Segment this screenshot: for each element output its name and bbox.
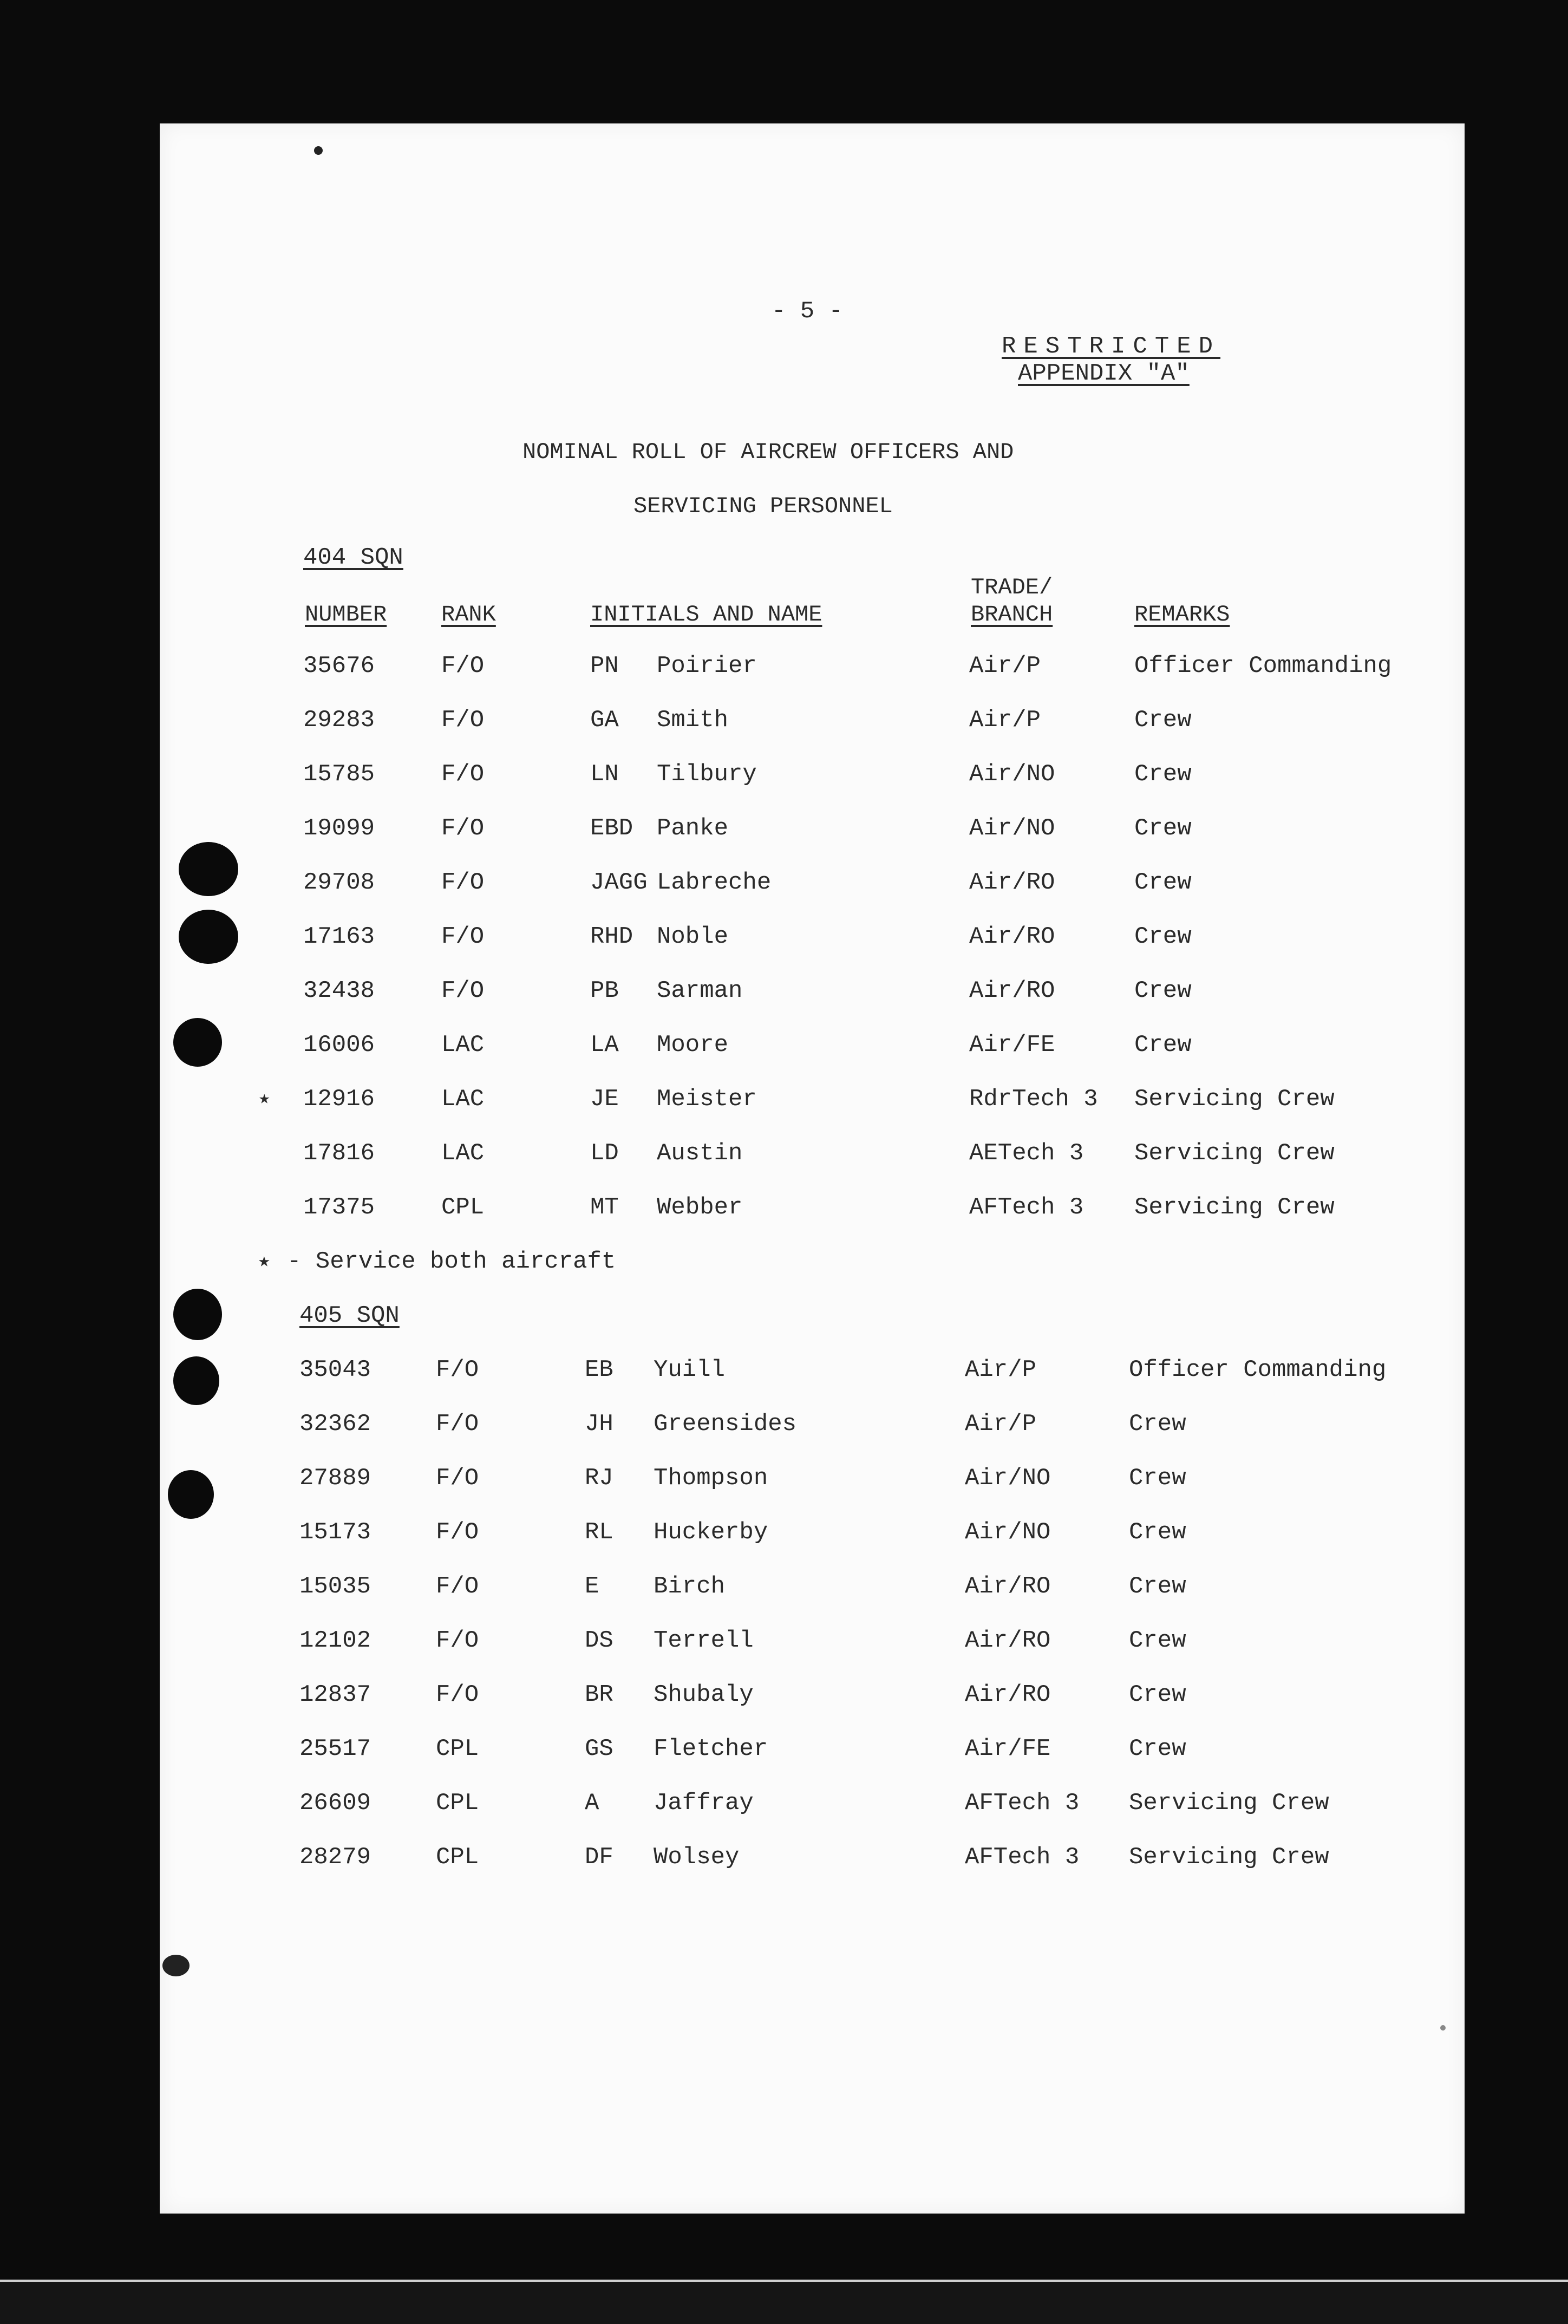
column-header-rank: RANK — [441, 602, 496, 628]
trade-branch-cell: Air/P — [965, 1356, 1037, 1383]
table-row — [0, 761, 1568, 793]
service-number: 15785 — [303, 761, 375, 788]
name-cell: Jaffray — [654, 1790, 754, 1817]
remarks-cell: Officer Commanding — [1134, 652, 1392, 680]
service-number: 15035 — [299, 1573, 371, 1600]
rank-cell: F/O — [436, 1573, 479, 1600]
rank-cell: F/O — [441, 707, 485, 734]
footnote-star: ★ — [258, 1250, 270, 1272]
initials-cell: DF — [585, 1844, 613, 1871]
rank-cell: F/O — [436, 1356, 479, 1383]
initials-cell: RJ — [585, 1465, 613, 1492]
initials-cell: BR — [585, 1681, 613, 1708]
name-cell: Noble — [657, 923, 729, 950]
rank-cell: CPL — [436, 1844, 479, 1871]
name-cell: Sarman — [657, 977, 743, 1004]
rank-cell: LAC — [441, 1140, 485, 1167]
trade-branch-cell: RdrTech 3 — [969, 1086, 1098, 1113]
remarks-cell: Servicing Crew — [1129, 1790, 1329, 1817]
initials-cell: LA — [590, 1032, 619, 1059]
rank-cell: LAC — [441, 1086, 485, 1113]
service-number: 29708 — [303, 869, 375, 896]
initials-cell: JH — [585, 1411, 613, 1438]
trade-branch-cell: AFTech 3 — [965, 1790, 1080, 1817]
service-number: 35676 — [303, 652, 375, 680]
rank-cell: F/O — [436, 1627, 479, 1654]
table-row — [0, 1627, 1568, 1660]
table-row — [0, 1032, 1568, 1064]
remarks-cell: Crew — [1134, 1032, 1192, 1059]
table-row — [0, 1790, 1568, 1822]
name-cell: Poirier — [657, 652, 757, 680]
table-row — [0, 977, 1568, 1010]
name-cell: Fletcher — [654, 1735, 768, 1762]
column-header-remarks: REMARKS — [1134, 602, 1230, 628]
initials-cell: RL — [585, 1519, 613, 1546]
initials-cell: EBD — [590, 815, 633, 842]
ink-speck — [314, 146, 323, 155]
remarks-cell: Crew — [1134, 707, 1192, 734]
service-number: 17375 — [303, 1194, 375, 1221]
initials-cell: DS — [585, 1627, 613, 1654]
initials-cell: JAGG — [590, 869, 648, 896]
initials-cell: PB — [590, 977, 619, 1004]
table-row — [0, 1681, 1568, 1714]
name-cell: Huckerby — [654, 1519, 768, 1546]
initials-cell: GA — [590, 707, 619, 734]
trade-branch-cell: Air/NO — [969, 761, 1055, 788]
rank-cell: CPL — [441, 1194, 485, 1221]
name-cell: Yuill — [654, 1356, 726, 1383]
rank-cell: LAC — [441, 1032, 485, 1059]
trade-branch-cell: Air/RO — [969, 869, 1055, 896]
initials-cell: RHD — [590, 923, 633, 950]
ink-speck — [1440, 2025, 1446, 2031]
rank-cell: F/O — [436, 1519, 479, 1546]
table-row — [0, 923, 1568, 956]
initials-cell: LD — [590, 1140, 619, 1167]
name-cell: Wolsey — [654, 1844, 740, 1871]
initials-cell: E — [585, 1573, 599, 1600]
footnote-text: - Service both aircraft — [287, 1248, 616, 1275]
rank-cell: F/O — [436, 1681, 479, 1708]
service-number: 17163 — [303, 923, 375, 950]
remarks-cell: Servicing Crew — [1134, 1194, 1335, 1221]
trade-branch-cell: Air/P — [965, 1411, 1037, 1438]
punch-hole — [173, 1289, 222, 1340]
table-row — [0, 1140, 1568, 1172]
trade-branch-cell: Air/NO — [965, 1519, 1051, 1546]
name-cell: Meister — [657, 1086, 757, 1113]
name-cell: Smith — [657, 707, 729, 734]
table-row — [0, 1086, 1568, 1118]
table-row — [0, 815, 1568, 847]
trade-branch-cell: Air/FE — [965, 1735, 1051, 1762]
initials-cell: LN — [590, 761, 619, 788]
initials-cell: EB — [585, 1356, 613, 1383]
initials-cell: MT — [590, 1194, 619, 1221]
table-row — [0, 1519, 1568, 1551]
remarks-cell: Servicing Crew — [1129, 1844, 1329, 1871]
remarks-cell: Crew — [1134, 923, 1192, 950]
service-number: 19099 — [303, 815, 375, 842]
service-number: 26609 — [299, 1790, 371, 1817]
table-row — [0, 1465, 1568, 1497]
name-cell: Birch — [654, 1573, 726, 1600]
trade-branch-cell: Air/RO — [965, 1681, 1051, 1708]
service-number: 15173 — [299, 1519, 371, 1546]
page-number: - 5 - — [772, 298, 844, 325]
rank-cell: F/O — [436, 1465, 479, 1492]
column-header-trade-bottom: BRANCH — [971, 602, 1053, 628]
service-number: 35043 — [299, 1356, 371, 1383]
name-cell: Greensides — [654, 1411, 797, 1438]
name-cell: Shubaly — [654, 1681, 754, 1708]
remarks-cell: Crew — [1129, 1465, 1186, 1492]
table-row — [0, 1411, 1568, 1443]
remarks-cell: Crew — [1134, 815, 1192, 842]
service-number: 28279 — [299, 1844, 371, 1871]
trade-branch-cell: Air/RO — [969, 977, 1055, 1004]
remarks-cell: Crew — [1129, 1573, 1186, 1600]
rank-cell: F/O — [441, 652, 485, 680]
row-marker: ★ — [259, 1089, 270, 1109]
name-cell: Austin — [657, 1140, 743, 1167]
service-number: 32362 — [299, 1411, 371, 1438]
name-cell: Tilbury — [657, 761, 757, 788]
trade-branch-cell: Air/RO — [965, 1627, 1051, 1654]
table-row — [0, 1735, 1568, 1768]
rank-cell: F/O — [441, 815, 485, 842]
name-cell: Moore — [657, 1032, 729, 1059]
trade-branch-cell: Air/NO — [965, 1465, 1051, 1492]
remarks-cell: Crew — [1134, 869, 1192, 896]
name-cell: Webber — [657, 1194, 743, 1221]
remarks-cell: Crew — [1129, 1681, 1186, 1708]
column-header-trade-top: TRADE/ — [971, 575, 1053, 600]
classification-marking: RESTRICTED — [1002, 333, 1221, 360]
remarks-cell: Servicing Crew — [1134, 1086, 1335, 1113]
trade-branch-cell: AFTech 3 — [965, 1844, 1080, 1871]
trade-branch-cell: Air/RO — [965, 1573, 1051, 1600]
remarks-cell: Servicing Crew — [1134, 1140, 1335, 1167]
trade-branch-cell: Air/FE — [969, 1032, 1055, 1059]
trade-branch-cell: Air/NO — [969, 815, 1055, 842]
service-number: 25517 — [299, 1735, 371, 1762]
title-line-1: NOMINAL ROLL OF AIRCREW OFFICERS AND — [522, 439, 1014, 465]
service-number: 12916 — [303, 1086, 375, 1113]
service-number: 27889 — [299, 1465, 371, 1492]
rank-cell: F/O — [441, 977, 485, 1004]
rank-cell: F/O — [441, 761, 485, 788]
remarks-cell: Crew — [1129, 1411, 1186, 1438]
trade-branch-cell: Air/P — [969, 707, 1041, 734]
table-row — [0, 1356, 1568, 1389]
column-header-initials-name: INITIALS AND NAME — [590, 602, 822, 628]
service-number: 32438 — [303, 977, 375, 1004]
rank-cell: F/O — [436, 1411, 479, 1438]
rank-cell: F/O — [441, 923, 485, 950]
table-row — [0, 652, 1568, 685]
table-row — [0, 707, 1568, 739]
remarks-cell: Crew — [1129, 1627, 1186, 1654]
remarks-cell: Crew — [1134, 761, 1192, 788]
remarks-cell: Crew — [1134, 977, 1192, 1004]
service-number: 12837 — [299, 1681, 371, 1708]
squadron-label-404: 404 SQN — [303, 544, 403, 571]
film-edge — [0, 2280, 1568, 2324]
title-line-2: SERVICING PERSONNEL — [633, 493, 893, 519]
remarks-cell: Crew — [1129, 1519, 1186, 1546]
trade-branch-cell: AETech 3 — [969, 1140, 1084, 1167]
remarks-cell: Officer Commanding — [1129, 1356, 1387, 1383]
initials-cell: JE — [590, 1086, 619, 1113]
initials-cell: GS — [585, 1735, 613, 1762]
rank-cell: CPL — [436, 1790, 479, 1817]
initials-cell: PN — [590, 652, 619, 680]
rank-cell: F/O — [441, 869, 485, 896]
trade-branch-cell: AFTech 3 — [969, 1194, 1084, 1221]
table-row — [0, 869, 1568, 902]
appendix-label: APPENDIX "A" — [1018, 360, 1190, 387]
initials-cell: A — [585, 1790, 599, 1817]
name-cell: Thompson — [654, 1465, 768, 1492]
ink-speck — [162, 1955, 190, 1976]
squadron-label-405: 405 SQN — [299, 1302, 400, 1329]
trade-branch-cell: Air/P — [969, 652, 1041, 680]
name-cell: Labreche — [657, 869, 772, 896]
service-number: 17816 — [303, 1140, 375, 1167]
service-number: 29283 — [303, 707, 375, 734]
table-row — [0, 1844, 1568, 1876]
column-header-number: NUMBER — [305, 602, 387, 628]
table-row — [0, 1573, 1568, 1605]
trade-branch-cell: Air/RO — [969, 923, 1055, 950]
service-number: 12102 — [299, 1627, 371, 1654]
remarks-cell: Crew — [1129, 1735, 1186, 1762]
name-cell: Terrell — [654, 1627, 754, 1654]
rank-cell: CPL — [436, 1735, 479, 1762]
service-number: 16006 — [303, 1032, 375, 1059]
table-row — [0, 1194, 1568, 1226]
name-cell: Panke — [657, 815, 729, 842]
